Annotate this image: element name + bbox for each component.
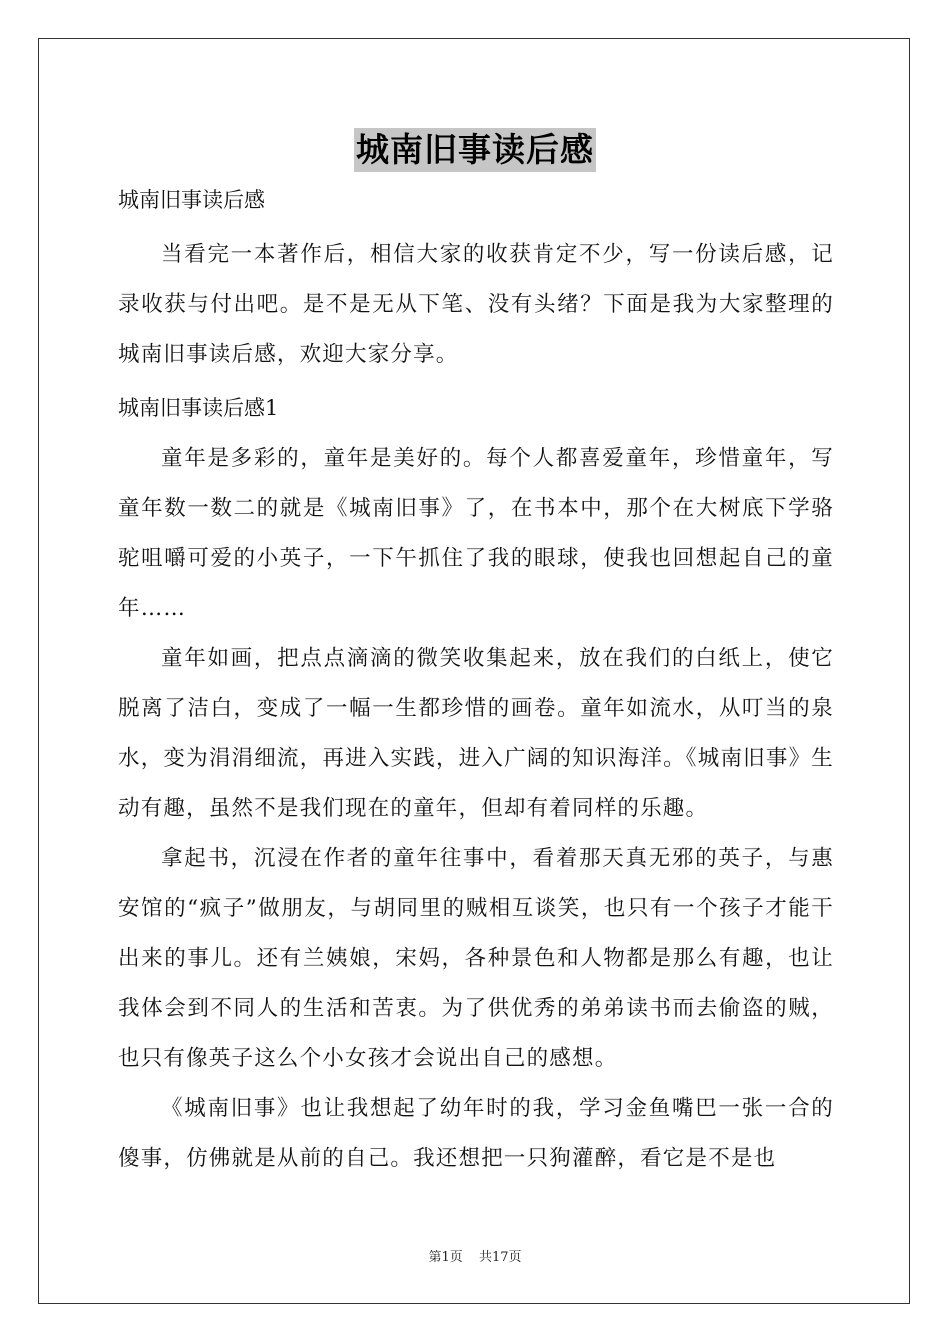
section-heading: 城南旧事读后感1 bbox=[118, 396, 279, 420]
document-body bbox=[118, 180, 834, 1184]
page-number: 第1页 bbox=[428, 1250, 463, 1265]
body-paragraph-4: 《城南旧事》也让我想起了幼年时的我，学习金鱼嘴巴一张一合的傻事，仿佛就是从前的自己。我还想把一只狗灌醉，看它是不是也 bbox=[118, 1096, 834, 1171]
body-paragraph-2: 童年如画，把点点滴滴的微笑收集起来，放在我们的白纸上，使它脱离了洁白，变成了一幅一生都珍惜的画卷。童年如流水，从叮当的泉水，变为涓涓细流，再进入实践，进入广阔的知识海洋。《城南旧事》生动有趣，虽然不是我们现在的童年，但却有着同样的乐趣。 bbox=[118, 646, 834, 821]
body-paragraph-1: 童年是多彩的，童年是美好的。每个人都喜爱童年，珍惜童年，写童年数一数二的就是《城南旧事》了，在书本中，那个在大树底下学骆驼咀嚼可爱的小英子，一下午抓住了我的眼球，使我也回想起自己的童年…… bbox=[118, 446, 834, 621]
page-footer bbox=[0, 1246, 950, 1265]
total-pages: 共17页 bbox=[478, 1250, 522, 1265]
title-container bbox=[0, 128, 950, 172]
document-subtitle: 城南旧事读后感 bbox=[118, 188, 265, 212]
body-paragraph-3: 拿起书，沉浸在作者的童年往事中，看着那天真无邪的英子，与惠安馆的“疯子”做朋友，与胡同里的贼相互谈笑，也只有一个孩子才能干出来的事儿。还有兰姨娘，宋妈，各种景色和人物都是那么有趣，也让我体会到不同人的生活和苦衷。为了供优秀的弟弟读书而去偷盗的贼，也只有像英子这么个小女孩才会说出自己的感想。 bbox=[118, 846, 834, 1071]
intro-paragraph: 当看完一本著作后，相信大家的收获肯定不少，写一份读后感，记录收获与付出吧。是不是无从下笔、没有头绪？下面是我为大家整理的城南旧事读后感，欢迎大家分享。 bbox=[118, 242, 834, 367]
document-title: 城南旧事读后感 bbox=[354, 128, 596, 172]
